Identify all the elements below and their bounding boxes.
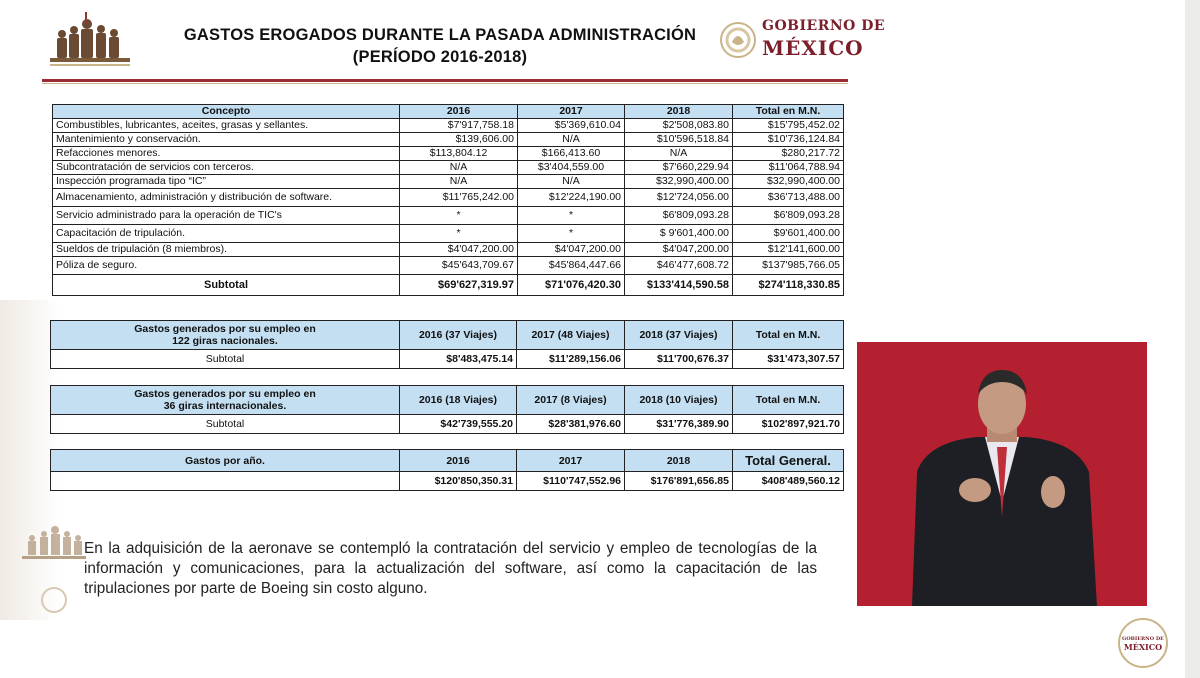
- total-2017: $110'747,552.96: [517, 472, 625, 491]
- col-header-2017: 2017: [517, 450, 625, 472]
- value-2018: $10'596,518.84: [625, 133, 733, 147]
- value-2018: $46'477,608.72: [625, 257, 733, 275]
- subtotal-2017: $11'289,156.06: [517, 350, 625, 369]
- table-row: [53, 207, 844, 225]
- value-2017: $45'864,447.66: [518, 257, 625, 275]
- value-2017: N/A: [518, 133, 625, 147]
- concept-cell: Inspección programada tipo “IC”: [53, 175, 400, 189]
- subtotal-2018: $133'414,590.58: [625, 275, 733, 296]
- corner-logo-line-2: MÉXICO: [1123, 642, 1163, 652]
- col-header-total-general: Total General.: [733, 450, 844, 472]
- national-trips-table: [50, 320, 844, 369]
- value-2017: *: [518, 225, 625, 243]
- table-header-row: [51, 321, 844, 350]
- concept-header: Gastos por año.: [51, 450, 400, 472]
- value-total: $6'809,093.28: [733, 207, 844, 225]
- value-2017: $4'047,200.00: [518, 243, 625, 257]
- page-title: [140, 24, 740, 68]
- subtotal-2017: $28'381,976.60: [517, 415, 625, 434]
- value-total: $32,990,400.00: [733, 175, 844, 189]
- concept-header-line-1: Gastos generados por su empleo en: [134, 323, 316, 335]
- value-2016: N/A: [400, 175, 518, 189]
- col-header-2017: 2017 (8 Viajes): [517, 386, 625, 415]
- concept-cell: Póliza de seguro.: [53, 257, 400, 275]
- subtotal-row: [51, 350, 844, 369]
- subtotal-2017: $71'076,420.30: [518, 275, 625, 296]
- international-trips-table: [50, 385, 844, 434]
- table-row: [53, 225, 844, 243]
- value-total: $137'985,766.05: [733, 257, 844, 275]
- value-total: $11'064,788.94: [733, 161, 844, 175]
- value-2017: $166,413.60: [518, 147, 625, 161]
- value-2016: $7'917,758.18: [400, 119, 518, 133]
- value-2018: $ 9'601,400.00: [625, 225, 733, 243]
- heroes-logo-icon: [50, 10, 130, 72]
- value-2018: $12'724,056.00: [625, 189, 733, 207]
- right-margin-strip: [1185, 0, 1200, 678]
- corner-logo-line-1: GOBIERNO DE: [1122, 636, 1164, 642]
- col-header-total: Total en M.N.: [733, 321, 844, 350]
- concept-header-line-1: Gastos generados por su empleo en: [134, 388, 316, 400]
- value-2016: $113,804.12: [400, 147, 518, 161]
- value-total: $10'736,124.84: [733, 133, 844, 147]
- subtotal-total: $102'897,921.70: [733, 415, 844, 434]
- value-total: $9'601,400.00: [733, 225, 844, 243]
- subtotal-total: $274'118,330.85: [733, 275, 844, 296]
- title-line-1: GASTOS EROGADOS DURANTE LA PASADA ADMINISTRACIÓN: [183, 26, 697, 44]
- value-2017: $3'404,559.00: [518, 161, 625, 175]
- subtotal-2016: $69'627,319.97: [400, 275, 518, 296]
- table-row: [53, 189, 844, 207]
- concept-cell: Servicio administrado para la operación de TIC's: [53, 207, 400, 225]
- brand-line-1: GOBIERNO DE: [762, 18, 886, 34]
- value-2016: *: [400, 207, 518, 225]
- value-2016: $11'765,242.00: [400, 189, 518, 207]
- yearly-expenses-table: [50, 449, 844, 491]
- value-2016: N/A: [400, 161, 518, 175]
- subtotal-2018: $11'700,676.37: [625, 350, 733, 369]
- table-row: [53, 147, 844, 161]
- value-2016: $45'643,709.67: [400, 257, 518, 275]
- col-header-2016: 2016 (18 Viajes): [400, 386, 517, 415]
- empty-cell: [51, 472, 400, 491]
- value-2017: $12'224,190.00: [518, 189, 625, 207]
- value-2018: N/A: [625, 147, 733, 161]
- subtotal-label: Subtotal: [51, 415, 400, 434]
- col-header-concepto: Concepto: [53, 105, 400, 119]
- col-header-total: Total en M.N.: [733, 105, 844, 119]
- subtotal-2016: $8'483,475.14: [400, 350, 517, 369]
- value-2018: $2'508,083.80: [625, 119, 733, 133]
- col-header-2016: 2016: [400, 105, 518, 119]
- concept-cell: Almacenamiento, administración y distribución de software.: [53, 189, 400, 207]
- subtotal-row: [51, 415, 844, 434]
- value-2018: $32,990,400.00: [625, 175, 733, 189]
- concept-header-line-2: 36 giras internacionales.: [163, 400, 287, 412]
- concept-cell: Capacitación de tripulación.: [53, 225, 400, 243]
- table-row: [53, 243, 844, 257]
- table-header-row: [53, 105, 844, 119]
- table-row: [53, 161, 844, 175]
- description-paragraph: En la adquisición de la aeronave se contempló la contratación del servicio y empleo de tecnologías de la información y comunicaciones, para la actualización del software, así como la capacitación de las tripulaciones por parte de Boeing sin costo alguno.: [84, 540, 817, 598]
- value-2017: N/A: [518, 175, 625, 189]
- concept-header: [51, 321, 400, 350]
- brand-line-2: MÉXICO: [762, 36, 864, 60]
- col-header-2017: 2017 (48 Viajes): [517, 321, 625, 350]
- subtotal-2016: $42'739,555.20: [400, 415, 517, 434]
- government-brand: [762, 15, 885, 59]
- total-2018: $176'891,656.85: [625, 472, 733, 491]
- col-header-2016: 2016 (37 Viajes): [400, 321, 517, 350]
- header-divider: [42, 79, 848, 82]
- total-2016: $120'850,350.31: [400, 472, 517, 491]
- subtotal-row: [53, 275, 844, 296]
- value-total: $36'713,488.00: [733, 189, 844, 207]
- value-total: $280,217.72: [733, 147, 844, 161]
- concept-header: [51, 386, 400, 415]
- concept-cell: Mantenimiento y conservación.: [53, 133, 400, 147]
- heroes-watermark-icon: [22, 520, 86, 615]
- concept-header-line-2: 122 giras nacionales.: [172, 335, 278, 347]
- total-general: $408'489,560.12: [733, 472, 844, 491]
- value-2017: $5'369,610.04: [518, 119, 625, 133]
- col-header-total: Total en M.N.: [733, 386, 844, 415]
- concept-cell: Sueldos de tripulación (8 miembros).: [53, 243, 400, 257]
- title-line-2: (PERÍODO 2016-2018): [352, 48, 528, 66]
- totals-row: [51, 472, 844, 491]
- value-2016: $139,606.00: [400, 133, 518, 147]
- table-row: [53, 119, 844, 133]
- col-header-2016: 2016: [400, 450, 517, 472]
- value-2017: *: [518, 207, 625, 225]
- table-row: [53, 133, 844, 147]
- value-2018: $7'660,229.94: [625, 161, 733, 175]
- col-header-2018: 2018: [625, 105, 733, 119]
- table-row: [53, 257, 844, 275]
- subtotal-total: $31'473,307.57: [733, 350, 844, 369]
- table-header-row: [51, 450, 844, 472]
- value-total: $15'795,452.02: [733, 119, 844, 133]
- concept-cell: Subcontratación de servicios con terceros.: [53, 161, 400, 175]
- table-row: [53, 175, 844, 189]
- value-total: $12'141,600.00: [733, 243, 844, 257]
- subtotal-label: Subtotal: [51, 350, 400, 369]
- col-header-2018: 2018: [625, 450, 733, 472]
- col-header-2017: 2017: [518, 105, 625, 119]
- value-2018: $4'047,200.00: [625, 243, 733, 257]
- table-header-row: [51, 386, 844, 415]
- col-header-2018: 2018 (10 Viajes): [625, 386, 733, 415]
- subtotal-label: Subtotal: [53, 275, 400, 296]
- concept-cell: Refacciones menores.: [53, 147, 400, 161]
- expenses-table: [52, 104, 844, 296]
- col-header-2018: 2018 (37 Viajes): [625, 321, 733, 350]
- header-divider-gold: [42, 83, 848, 84]
- subtotal-2018: $31'776,389.90: [625, 415, 733, 434]
- value-2018: $6'809,093.28: [625, 207, 733, 225]
- value-2016: $4'047,200.00: [400, 243, 518, 257]
- government-corner-logo: [1118, 618, 1168, 668]
- sign-language-interpreter-video: [857, 342, 1147, 606]
- value-2016: *: [400, 225, 518, 243]
- concept-cell: Combustibles, lubricantes, aceites, grasas y sellantes.: [53, 119, 400, 133]
